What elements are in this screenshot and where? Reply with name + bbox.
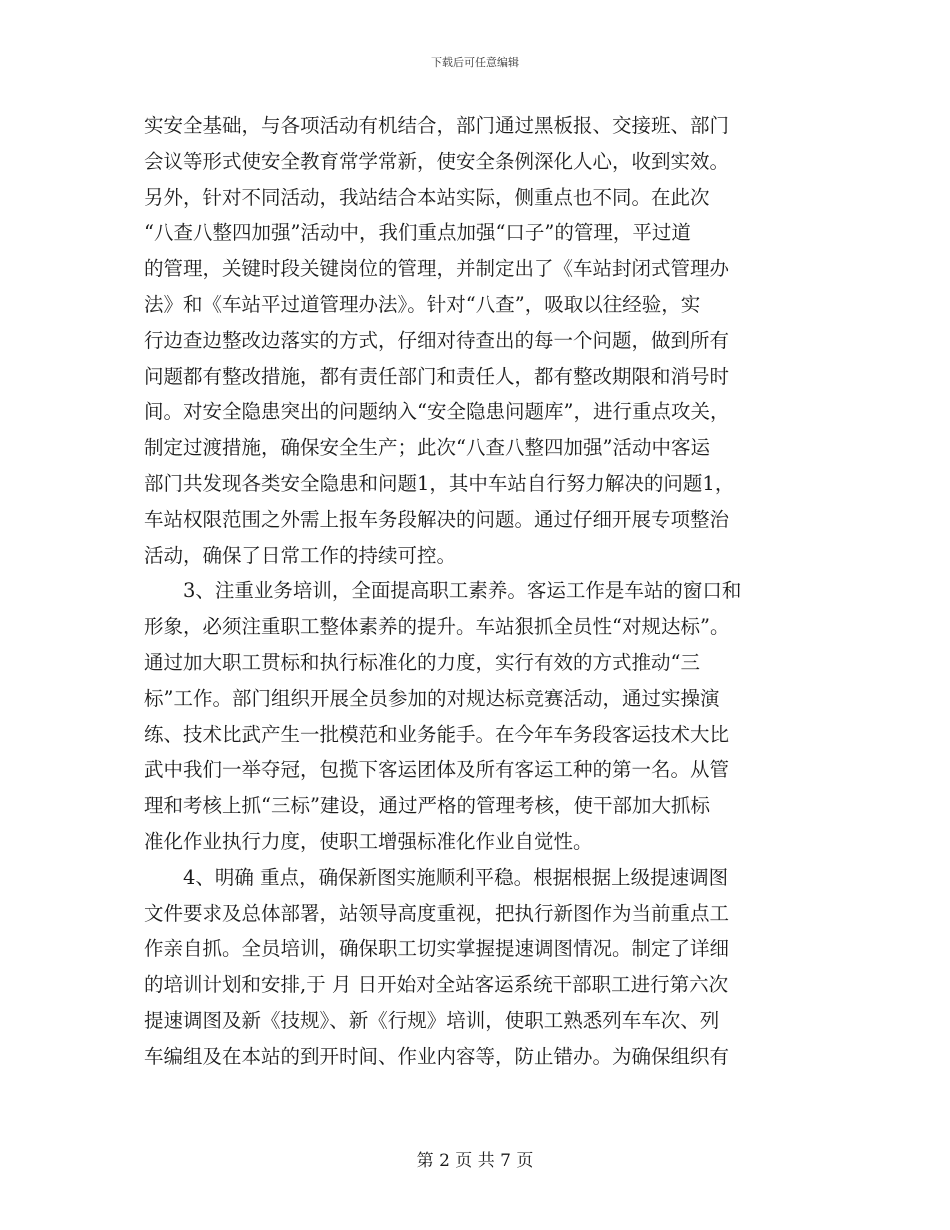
body-line: 武中我们一举夺冠，包揽下客运团体及所有客运工种的第一名。从管	[144, 758, 730, 782]
body-line: 形象，必须注重职工整体素养的提升。车站狠抓全员性“对规达标”。	[144, 615, 730, 639]
body-line: 4、明确 重点，确保新图实施顺利平稳。根据根据上级提速调图	[144, 865, 729, 889]
page-header-note: 下载后可任意编辑	[431, 56, 519, 69]
body-line: 活动，确保了日常工作的持续可控。	[144, 543, 457, 567]
page-number-footer: 第 2 页 共 7 页	[416, 1151, 534, 1171]
body-line: 的管理，关键时段关键岗位的管理，并制定出了《车站封闭式管理办	[144, 257, 730, 281]
body-line: 行边查边整改边落实的方式，仔细对待查出的每一个问题，做到所有	[144, 328, 730, 352]
body-line: 问题都有整改措施，都有责任部门和责任人，都有整改期限和消号时	[144, 364, 730, 388]
body-line: 准化作业执行力度，使职工增强标准化作业自觉性。	[144, 829, 593, 853]
body-line: “八查八整四加强”活动中，我们重点加强“口子”的管理，平过道	[144, 221, 691, 245]
body-line: 实安全基础，与各项活动有机结合，部门通过黑板报、交接班、部门	[144, 114, 730, 137]
body-line: 标”工作。部门组织开展全员参加的对规达标竞赛活动，通过实操演	[144, 686, 720, 710]
body-line: 部门共发现各类安全隐患和问题1，其中车站自行努力解决的问题1，	[144, 471, 735, 495]
body-line: 3、注重业务培训，全面提高职工素养。客运工作是车站的窗口和	[144, 579, 742, 603]
body-line: 会议等形式使安全教育常学常新，使安全条例深化人心，收到实效。	[144, 149, 730, 173]
body-line: 理和考核上抓“三标”建设，通过严格的管理考核，使干部加大抓标	[144, 794, 710, 818]
body-line: 作亲自抓。全员培训，确保职工切实掌握提速调图情况。制定了详细	[144, 937, 730, 961]
body-line: 通过加大职工贯标和执行标准化的力度，实行有效的方式推动“三	[144, 650, 700, 674]
body-line: 间。对安全隐患突出的问题纳入“安全隐患问题库”，进行重点攻关，	[144, 400, 730, 424]
body-line: 文件要求及总体部署，站领导高度重视，把执行新图作为当前重点工	[144, 901, 730, 925]
body-line: 的培训计划和安排,于 月 日开始对全站客运系统干部职工进行第六次	[144, 973, 729, 997]
document-body	[144, 108, 808, 1075]
body-line: 练、技术比武产生一批模范和业务能手。在今年车务段客运技术大比	[144, 722, 730, 746]
body-line: 法》和《车站平过道管理办法》。针对“八查”，吸取以往经验，实	[144, 292, 701, 316]
body-line: 另外，针对不同活动，我站结合本站实际，侧重点也不同。在此次	[144, 185, 710, 209]
body-line: 制定过渡措施，确保安全生产；此次“八查八整四加强”活动中客运	[144, 436, 710, 460]
body-line: 车站权限范围之外需上报车务段解决的问题。通过仔细开展专项整治	[144, 507, 730, 531]
body-line: 车编组及在本站的到开时间、作业内容等，防止错办。为确保组织有	[144, 1044, 730, 1068]
body-line: 提速调图及新《技规》、新《行规》培训，使职工熟悉列车车次、列	[144, 1008, 720, 1032]
